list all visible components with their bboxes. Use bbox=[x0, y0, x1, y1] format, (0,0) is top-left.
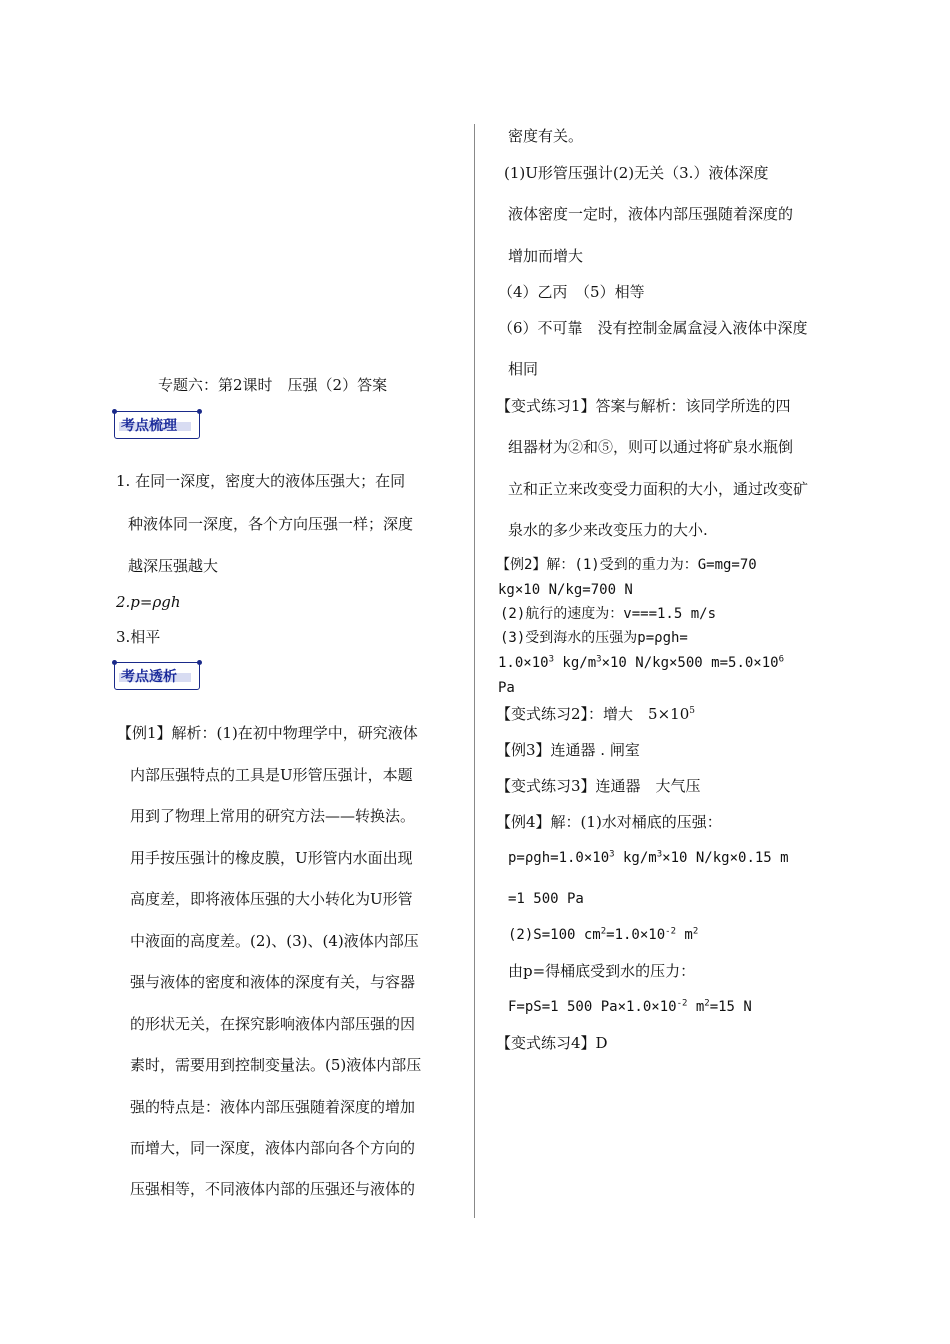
corner-dot-icon bbox=[197, 660, 202, 665]
example-2-line-5: $1.0\times 10^3$ $kg/m^3\times 10$ N/kg×500 $m=5.0\times 10^6$ bbox=[498, 654, 785, 671]
example-2-line-6: Pa bbox=[498, 680, 515, 696]
example-1-line: 【例1】解析：(1)在初中物理学中，研究液体 bbox=[117, 724, 418, 742]
section-label: 考点梳理 bbox=[121, 418, 177, 434]
example-4-line-2: $p=\rho gh=1.0\times 10^3$ $kg/m^3\times 10$ N/kg×0.15 m bbox=[508, 849, 789, 866]
example-4-line-3: =1 500 Pa bbox=[508, 891, 584, 907]
example-1-line: 用到了物理上常用的研究方法——转换法。 bbox=[130, 807, 416, 825]
example-1-line: 强与液体的密度和液体的深度有关，与容器 bbox=[130, 973, 416, 991]
right-line-7: 相同 bbox=[508, 360, 539, 378]
example-1-line: 压强相等，不同液体内部的压强还与液体的 bbox=[130, 1180, 416, 1198]
example-2-line-4: (3)受到海水的压强为p=ρgh= bbox=[500, 630, 688, 646]
example-4-line-4: (2)S=100 $cm^2=1.0\times 10^{-2}$ $m^2$ bbox=[508, 926, 699, 943]
answer-item-1-line-3: 越深压强越大 bbox=[128, 557, 219, 575]
right-line-6: （6）不可靠 没有控制金属盒浸入液体中深度 bbox=[498, 319, 808, 337]
example-4-line-1: 【例4】解：(1)水对桶底的压强： bbox=[496, 813, 722, 831]
example-4-line-6: F=pS=1 500 $Pa\times 1.0\times 10^{-2}$ $m^2=15$ N bbox=[508, 998, 752, 1015]
answer-item-1-line-1: 1. 在同一深度，密度大的液体压强大；在同 bbox=[116, 472, 406, 490]
example-1-line: 用手按压强计的橡皮膜，U形管内水面出现 bbox=[130, 849, 413, 867]
example-1-line: 内部压强特点的工具是U形管压强计，本题 bbox=[130, 766, 413, 784]
variant-1-line: 【变式练习1】答案与解析：该同学所选的四 bbox=[496, 397, 791, 415]
example-2-line-3: (2)航行的速度为：v===1.5 m/s bbox=[500, 606, 717, 622]
right-line-5: （4）乙丙 （5）相等 bbox=[498, 283, 645, 301]
example-1-line: 而增大，同一深度，液体内部向各个方向的 bbox=[130, 1139, 416, 1157]
section-header-kaodian-toushi bbox=[114, 662, 200, 690]
example-3-line: 【例3】连通器 . 闸室 bbox=[496, 741, 640, 759]
corner-dot-icon bbox=[197, 409, 202, 414]
section-label: 考点透析 bbox=[121, 669, 177, 685]
corner-dot-icon bbox=[112, 660, 117, 665]
example-4-line-5: 由p=得桶底受到水的压力： bbox=[508, 962, 696, 980]
example-1-line: 高度差，即将液体压强的大小转化为U形管 bbox=[130, 890, 413, 908]
variant-1-line: 组器材为②和⑤，则可以通过将矿泉水瓶倒 bbox=[508, 438, 794, 456]
variant-1-line: 泉水的多少来改变压力的大小. bbox=[508, 521, 708, 539]
corner-dot-icon bbox=[112, 409, 117, 414]
example-2-line-2: kg×10 N/kg=700 N bbox=[498, 582, 633, 598]
example-1-line: 素时，需要用到控制变量法。(5)液体内部压 bbox=[130, 1056, 422, 1074]
answer-item-2: 2.p=ρgh bbox=[116, 593, 181, 611]
answer-item-3: 3.相平 bbox=[116, 628, 161, 646]
example-1-line: 的形状无关，在探究影响液体内部压强的因 bbox=[130, 1015, 416, 1033]
variant-1-line: 立和正立来改变受力面积的大小，通过改变矿 bbox=[508, 480, 809, 498]
right-line-1: 密度有关。 bbox=[508, 127, 584, 145]
column-divider bbox=[474, 124, 475, 1218]
answer-item-1-line-2: 种液体同一深度，各个方向压强一样；深度 bbox=[128, 515, 414, 533]
variant-4-line: 【变式练习4】D bbox=[496, 1034, 608, 1052]
right-line-4: 增加而增大 bbox=[508, 247, 584, 265]
page-title: 专题六：第2课时 压强（2）答案 bbox=[158, 376, 388, 394]
section-header-kaodian-shuli bbox=[114, 411, 200, 439]
variant-2-line: 【变式练习2】：增大 $5\times 10^5$ bbox=[496, 705, 695, 723]
example-1-line: 中液面的高度差。(2)、(3)、(4)液体内部压 bbox=[130, 932, 419, 950]
right-line-2: (1)U形管压强计(2)无关（3.）液体深度 bbox=[504, 164, 769, 182]
variant-3-line: 【变式练习3】连通器 大气压 bbox=[496, 777, 701, 795]
right-line-3: 液体密度一定时，液体内部压强随着深度的 bbox=[508, 205, 794, 223]
example-2-line-1: 【例2】解：(1)受到的重力为：G=mg=70 bbox=[496, 557, 757, 573]
example-1-line: 强的特点是：液体内部压强随着深度的增加 bbox=[130, 1098, 416, 1116]
